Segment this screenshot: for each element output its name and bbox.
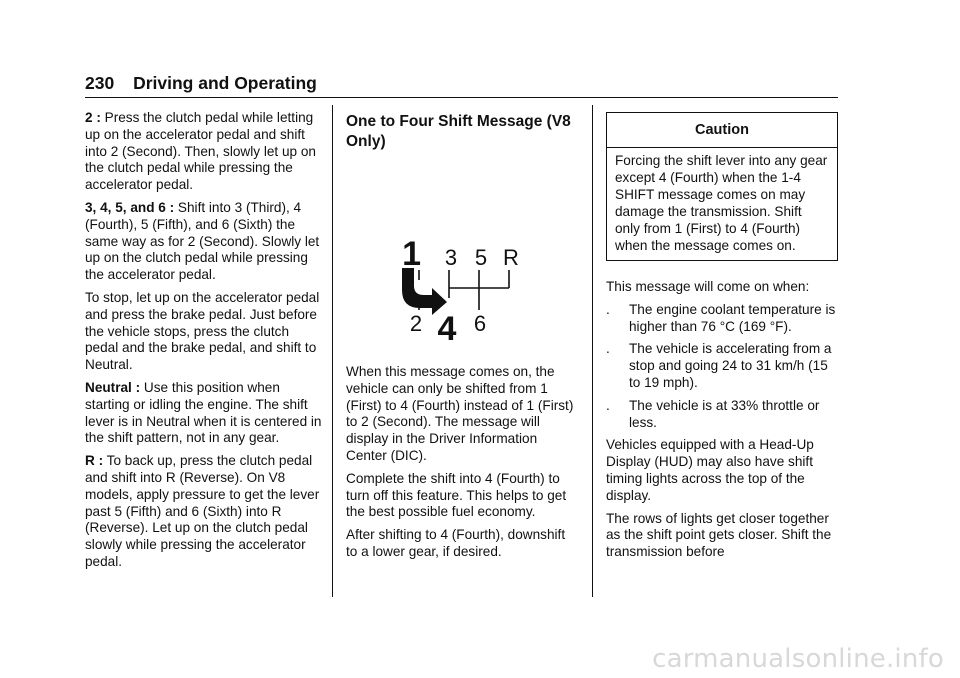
column-3 — [606, 112, 842, 567]
bullet-marker: . — [606, 341, 610, 357]
page-number: 230 — [85, 73, 115, 93]
shift-pattern-graphic — [346, 152, 580, 356]
column-2 — [346, 112, 580, 567]
list-item-text: The engine coolant temperature is higher than 76 °C (169 °F). — [629, 301, 836, 334]
shift-pattern-diagram — [346, 152, 580, 356]
paragraph-higher-gears — [85, 200, 325, 284]
paragraph-downshift: After shifting to 4 (Fourth), downshift to a lower gear, if desired. — [346, 527, 566, 559]
paragraph-reverse — [85, 453, 325, 571]
list-item-text: The vehicle is accelerating from a stop and going 24 to 31 km/h (15 to 19 mph). — [629, 341, 832, 390]
gear-label-6: 6 — [473, 311, 487, 336]
list-item — [606, 302, 842, 336]
paragraph-text: To back up, press the clutch pedal and shift into R (Reverse). On V8 models, apply pressure to get the lever past 5 (Fifth) and 6 (Sixth) into R (Reverse). Let up on the clutch pedal slowly while pressing the accelerator pedal. — [85, 453, 320, 569]
conditions-list — [606, 302, 842, 432]
paragraph-neutral — [85, 380, 325, 447]
paragraph-text: Press the clutch pedal while letting up on the accelerator pedal and shift into 2 (Second). Then, slowly let up on the clutch pedal while pressing the accelerator pedal. — [85, 110, 316, 193]
term-reverse: R : — [85, 453, 104, 469]
term-second-gear: 2 : — [85, 110, 101, 125]
column-divider-1 — [332, 105, 333, 597]
list-item-text: The vehicle is at 33% throttle or less. — [629, 397, 820, 430]
term-neutral: Neutral : — [85, 379, 141, 395]
caution-text: Forcing the shift lever into any gear except 4 (Fourth) when the 1-4 SHIFT message comes on may damage the transmission. Shift only from 1 (First) to 4 (Fourth) when the message comes on. — [615, 153, 828, 253]
paragraph-message-info: When this message comes on, the vehicle can only be shifted from 1 (First) to 4 (Fourth) instead of 1 (First) to 2 (Second). The message will display in the Driver Information Center (DIC). — [346, 364, 574, 463]
gear-label-3: 3 — [444, 245, 458, 270]
paragraph-conditions-intro: This message will come on when: — [606, 279, 810, 294]
bullet-marker: . — [606, 301, 610, 317]
caution-box — [606, 112, 838, 261]
watermark: carmanualsonline.info — [652, 644, 944, 674]
paragraph-hud: Vehicles equipped with a Head-Up Display (HUD) may also have shift timing lights across the top of the display. — [606, 437, 814, 503]
list-item — [606, 398, 842, 432]
shift-arrow-icon — [402, 268, 447, 315]
gear-label-2: 2 — [409, 311, 423, 336]
paragraph-stopping: To stop, let up on the accelerator pedal and press the brake pedal. Just before the vehicle stops, press the clutch pedal and the brake pedal, and shift to Neutral. — [85, 289, 320, 373]
gear-label-r: R — [503, 245, 519, 270]
paragraph-second-gear — [85, 110, 325, 194]
gear-label-1: 1 — [402, 235, 421, 273]
column-divider-2 — [592, 105, 593, 597]
page-header — [85, 72, 317, 94]
term-higher-gears: 3, 4, 5, and 6 : — [85, 199, 175, 215]
column-1 — [85, 110, 325, 577]
list-item — [606, 341, 842, 391]
page-title: Driving and Operating — [133, 73, 317, 93]
header-rule — [85, 97, 838, 98]
gear-label-4: 4 — [437, 310, 457, 348]
section-heading: One to Four Shift Message (V8 Only) — [346, 113, 571, 150]
caution-title: Caution — [607, 113, 837, 148]
bullet-marker: . — [606, 397, 610, 413]
paragraph-text: Shift into 3 (Third), 4 (Fourth), 5 (Fifth), and 6 (Sixth) the same way as for 2 (Second). Slowly let up on the clutch pedal while pressing the accelerator pedal. — [85, 199, 320, 283]
gear-label-5: 5 — [474, 245, 488, 270]
paragraph-text: Use this position when starting or idling the engine. The shift lever is in Neutral when it is centered in the shift pattern, not in any gear. — [85, 379, 322, 446]
paragraph-complete-shift: Complete the shift into 4 (Fourth) to turn off this feature. This helps to get the best possible fuel economy. — [346, 470, 567, 520]
paragraph-shift-lights: The rows of lights get closer together as the shift point gets closer. Shift the transmission before — [606, 510, 832, 560]
